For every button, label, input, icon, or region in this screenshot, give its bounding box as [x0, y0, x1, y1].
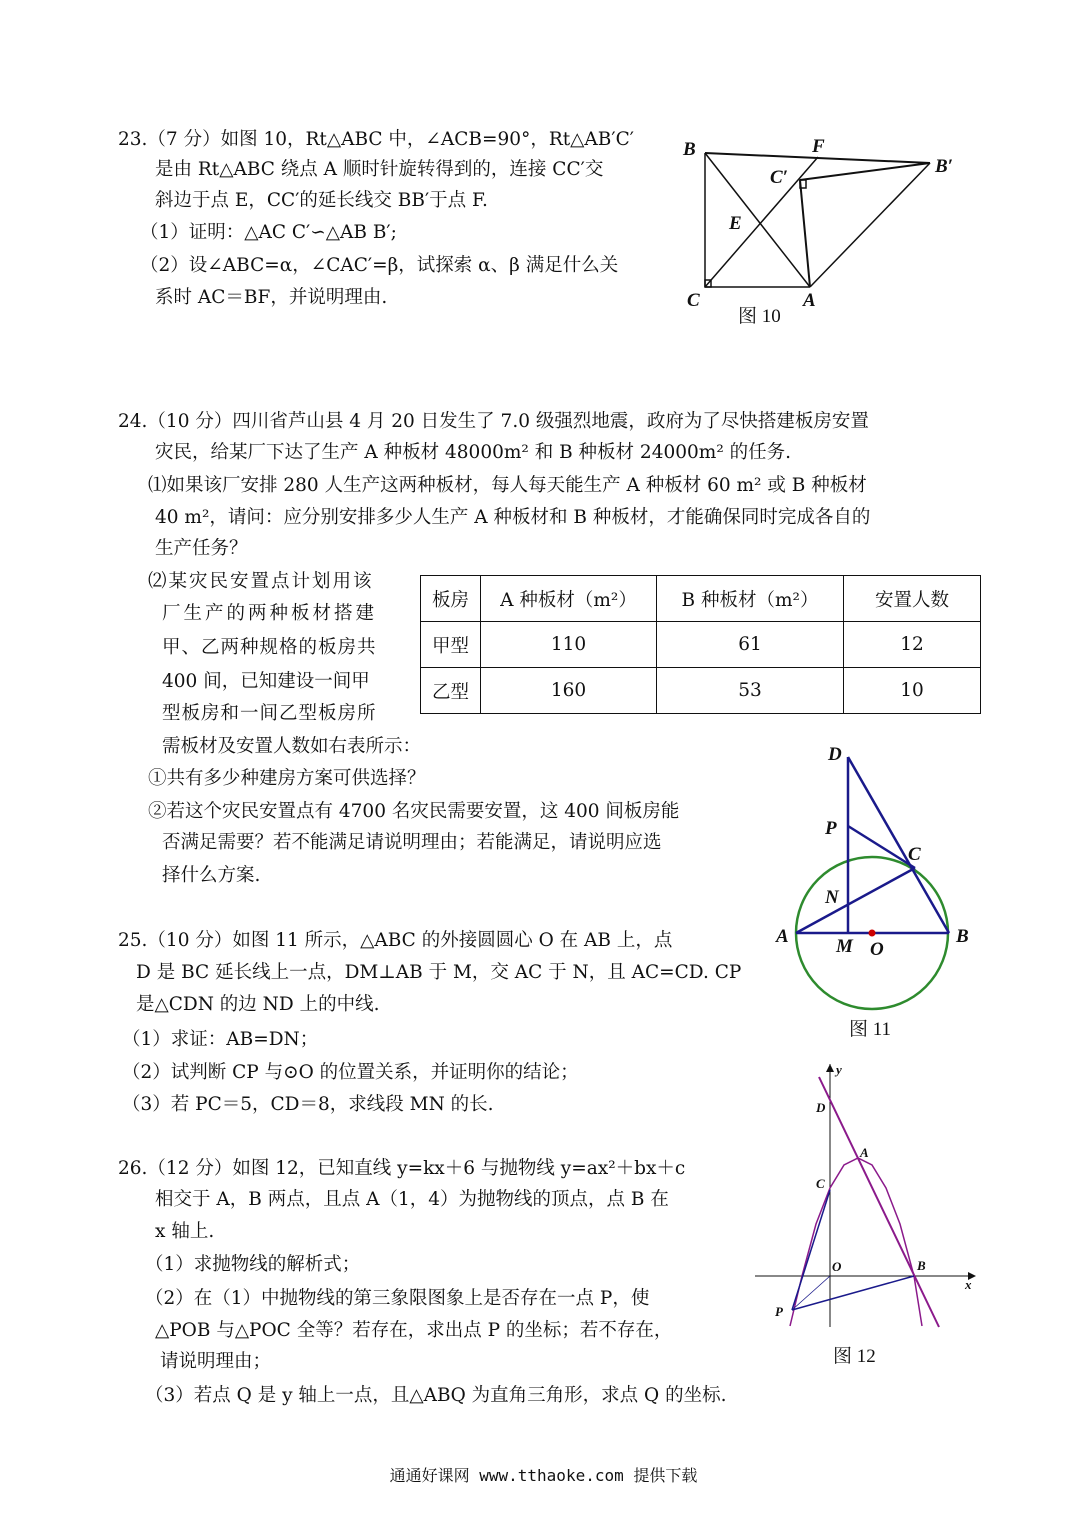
table-header: 板房 — [421, 576, 481, 622]
table-cell: 110 — [481, 622, 657, 668]
q23-line: 斜边于点 E，CC′的延长线交 BB′于点 F. — [155, 190, 488, 211]
fig10-label-C-prime: C′ — [770, 167, 789, 188]
footer-source: 通通好课网 www.tthaoke.com 提供下载 — [389, 1466, 698, 1485]
q25-part2: （2）试判断 CP 与⊙O 的位置关系，并证明你的结论； — [122, 1062, 579, 1083]
figure-11 — [796, 757, 949, 1009]
table-cell: 乙型 — [421, 668, 481, 714]
fig12-label-x: x — [965, 1277, 972, 1292]
table-header: 安置人数 — [844, 576, 981, 622]
table-cell: 61 — [657, 622, 844, 668]
fig12-label-C: C — [816, 1176, 825, 1191]
q24-line: 生产任务？ — [155, 538, 248, 559]
q23-part2: （2）设∠ABC=α，∠CAC′=β，试探索 α、β 满足什么关 — [140, 255, 619, 276]
q24-line: 400 间，已知建设一间甲 — [162, 671, 370, 692]
q24-part1: ⑴如果该厂安排 280 人生产这两种板材，每人每天能生产 A 种板材 60 m² 或 B 种板材 — [148, 475, 867, 496]
fig11-label-C: C — [908, 844, 921, 865]
q25-part1: （1）求证：AB=DN； — [122, 1029, 319, 1050]
q24-line: 24.（10 分）四川省芦山县 4 月 20 日发生了 7.0 级强烈地震，政府为了尽快搭建板房安置 — [118, 411, 869, 432]
fig12-label-D: D — [816, 1100, 826, 1115]
fig12-label-O: O — [832, 1259, 842, 1274]
q24-line: 否满足需要？若不能满足请说明理由；若能满足，请说明应选 — [162, 832, 662, 853]
q26-line: 相交于 A，B 两点，且点 A（1，4）为抛物线的顶点，点 B 在 — [155, 1189, 669, 1210]
fig12-label-A: A — [860, 1145, 869, 1160]
q26-part3: （3）若点 Q 是 y 轴上一点，且△ABQ 为直角三角形，求点 Q 的坐标. — [145, 1385, 727, 1406]
fig10-label-F: F — [812, 136, 825, 157]
q26-line: △POB 与△POC 全等？若存在，求出点 P 的坐标；若不存在， — [155, 1320, 673, 1341]
fig10-label-B-prime: B′ — [935, 156, 954, 177]
figure-12 — [755, 1064, 976, 1327]
q24-line: 40 m²，请问：应分别安排多少人生产 A 种板材和 B 种板材，才能确保同时完成各自的 — [155, 507, 871, 528]
center-dot — [869, 930, 876, 937]
q23-line: 23.（7 分）如图 10，Rt△ABC 中，∠ACB=90°，Rt△AB′C′ — [118, 129, 634, 150]
q26-part1: （1）求抛物线的解析式； — [145, 1254, 361, 1275]
q24-sub1: ①共有多少种建房方案可供选择？ — [148, 768, 426, 789]
fig11-caption: 图 11 — [849, 1019, 892, 1040]
table-cell: 10 — [844, 668, 981, 714]
q24-line: 灾民，给某厂下达了生产 A 种板材 48000m² 和 B 种板材 24000m² 的任务. — [155, 442, 792, 463]
fig11-label-D: D — [828, 744, 842, 765]
q25-line: 是△CDN 的边 ND 上的中线. — [136, 994, 380, 1015]
q26-line: x 轴上. — [155, 1221, 215, 1242]
q25-line: D 是 BC 延长线上一点，DM⊥AB 于 M，交 AC 于 N，且 AC=CD. CP — [136, 962, 742, 983]
table-cell: 甲型 — [421, 622, 481, 668]
q24-line: 需板材及安置人数如右表所示： — [162, 736, 422, 757]
fig10-label-C: C — [687, 290, 700, 311]
fig10-label-B: B — [683, 139, 696, 160]
table-cell: 53 — [657, 668, 844, 714]
fig10-label-E: E — [729, 213, 742, 234]
fig11-label-O: O — [870, 939, 884, 960]
fig10-label-A: A — [803, 290, 816, 311]
q23-line: 系时 AC＝BF，并说明理由. — [155, 287, 388, 308]
fig11-label-M: M — [836, 936, 853, 957]
q24-line: 型板房和一间乙型板房所 — [162, 703, 377, 724]
q25-part3: （3）若 PC＝5，CD＝8，求线段 MN 的长. — [122, 1094, 494, 1115]
table-header: A 种板材（m²） — [481, 576, 657, 622]
q24-line: 甲、乙两种规格的板房共 — [162, 637, 377, 658]
q24-line: 厂生产的两种板材搭建 — [162, 603, 378, 624]
table-cell: 12 — [844, 622, 981, 668]
fig11-label-B: B — [956, 926, 969, 947]
fig10-caption: 图 10 — [738, 306, 781, 327]
table-cell: 160 — [481, 668, 657, 714]
q25-line: 25.（10 分）如图 11 所示，△ABC 的外接圆圆心 O 在 AB 上，点 — [118, 930, 673, 951]
q24-line: 择什么方案. — [162, 865, 261, 886]
q24-sub2: ②若这个灾民安置点有 4700 名灾民需要安置，这 400 间板房能 — [148, 801, 680, 822]
q26-part2: （2）在（1）中抛物线的第三象限图象上是否存在一点 P，使 — [145, 1288, 650, 1309]
fig11-label-N: N — [825, 887, 839, 908]
q26-line: 26.（12 分）如图 12，已知直线 y=kx＋6 与抛物线 y=ax²＋bx＋c — [118, 1158, 686, 1179]
fig12-caption: 图 12 — [833, 1346, 876, 1367]
q23-part1: （1）证明：△AC C′∽△AB B′; — [140, 222, 397, 243]
fig12-label-B: B — [917, 1258, 926, 1273]
q26-line: 请说明理由； — [160, 1351, 272, 1372]
q24-part2: ⑵某灾民安置点计划用该 — [148, 571, 374, 592]
fig11-label-P: P — [825, 818, 837, 839]
fig11-label-A: A — [776, 926, 789, 947]
fig12-label-P: P — [775, 1304, 783, 1319]
fig12-label-y: y — [836, 1062, 842, 1077]
table-header: B 种板材（m²） — [657, 576, 844, 622]
q23-line: 是由 Rt△ABC 绕点 A 顺时针旋转得到的，连接 CC′交 — [155, 159, 604, 180]
